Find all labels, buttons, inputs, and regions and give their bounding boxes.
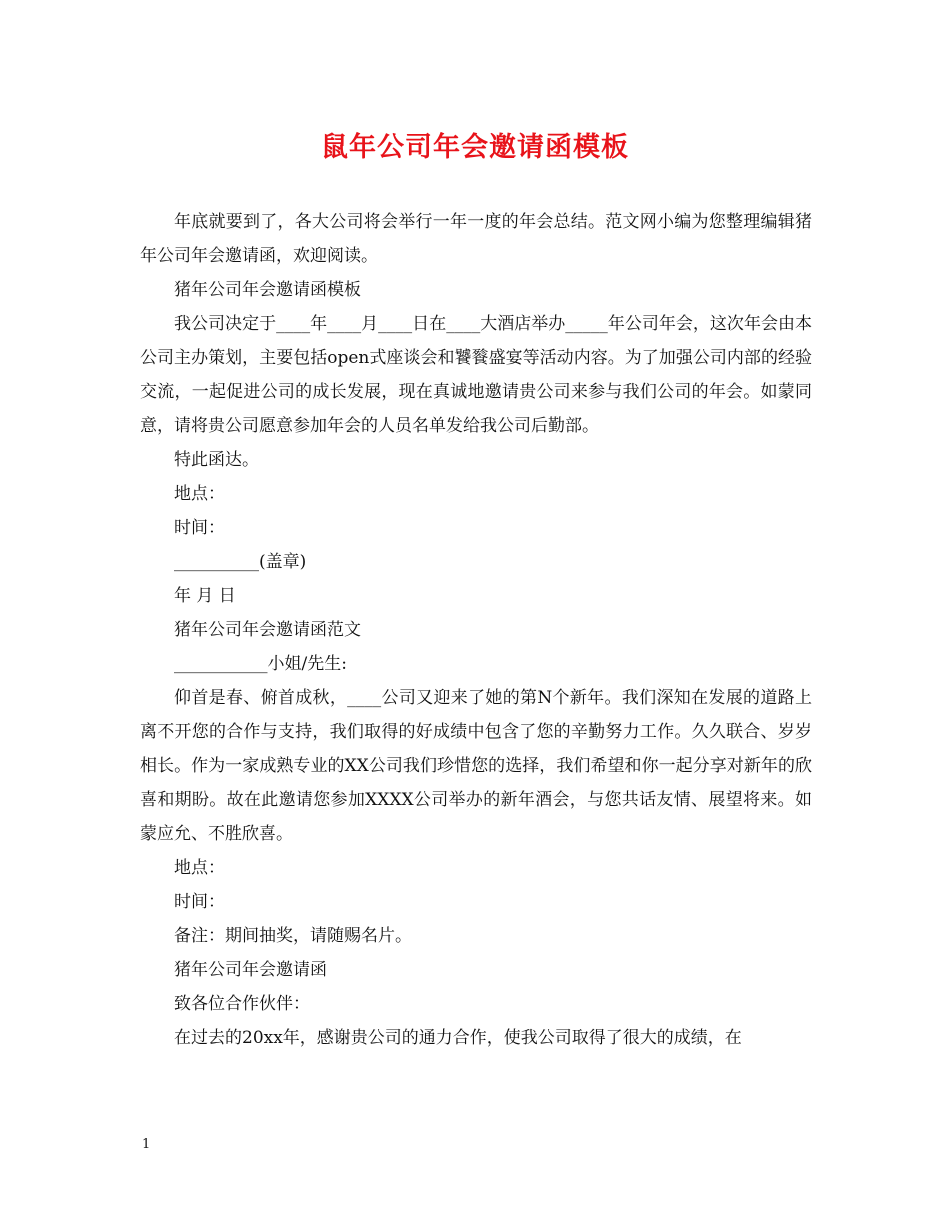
invitation-paragraph: 我公司决定于____年____月____日在____大酒店举办_____年公司年会，这次年会由本公司主办策划，主要包括open式座谈会和饕餮盛宴等活动内容。为了加强公司内部的经验交流，一起促进公司的成长发展，现在真诚地邀请贵公司来参与我们公司的年会。如蒙同意，请将贵公司愿意参加年会的人员名单发给我公司后勤部。 bbox=[140, 314, 812, 436]
time-line: 时间： bbox=[174, 518, 225, 538]
section-heading-sample: 猪年公司年会邀请函范文 bbox=[174, 620, 361, 640]
time-line-2: 时间： bbox=[174, 892, 225, 912]
document-title: 鼠年公司年会邀请函模板 bbox=[321, 132, 629, 163]
seal-line: __________(盖章) bbox=[174, 552, 307, 572]
closing-line: 特此函达。 bbox=[174, 450, 259, 470]
remark-line: 备注：期间抽奖，请随赐名片。 bbox=[174, 926, 412, 946]
sample-paragraph: 仰首是春、俯首成秋，____公司又迎来了她的第N个新年。我们深知在发展的道路上离不开您的合作与支持，我们取得的好成绩中包含了您的辛勤努力工作。久久联合、岁岁相长。作为一家成熟专业的XX公司我们珍惜您的选择，我们希望和你一起分享对新年的欣喜和期盼。故在此邀请您参加XXXX公司举办的新年酒会，与您共话友情、展望将来。如蒙应允、不胜欣喜。 bbox=[140, 688, 812, 844]
section-heading-template: 猪年公司年会邀请函模板 bbox=[174, 280, 361, 300]
salutation-line: ___________小姐/先生: bbox=[174, 654, 347, 674]
page-number: 1 bbox=[142, 1137, 151, 1152]
location-line-2: 地点： bbox=[174, 858, 225, 878]
location-line: 地点： bbox=[174, 484, 225, 504]
document-body bbox=[140, 205, 812, 1055]
thanks-paragraph: 在过去的20xx年，感谢贵公司的通力合作，使我公司取得了很大的成绩，在 bbox=[174, 1028, 742, 1048]
partner-salutation: 致各位合作伙伴： bbox=[174, 994, 310, 1014]
intro-paragraph: 年底就要到了，各大公司将会举行一年一度的年会总结。范文网小编为您整理编辑猪年公司年会邀请函，欢迎阅读。 bbox=[140, 212, 812, 266]
section-heading-letter: 猪年公司年会邀请函 bbox=[174, 960, 327, 980]
date-line: 年 月 日 bbox=[174, 586, 236, 606]
